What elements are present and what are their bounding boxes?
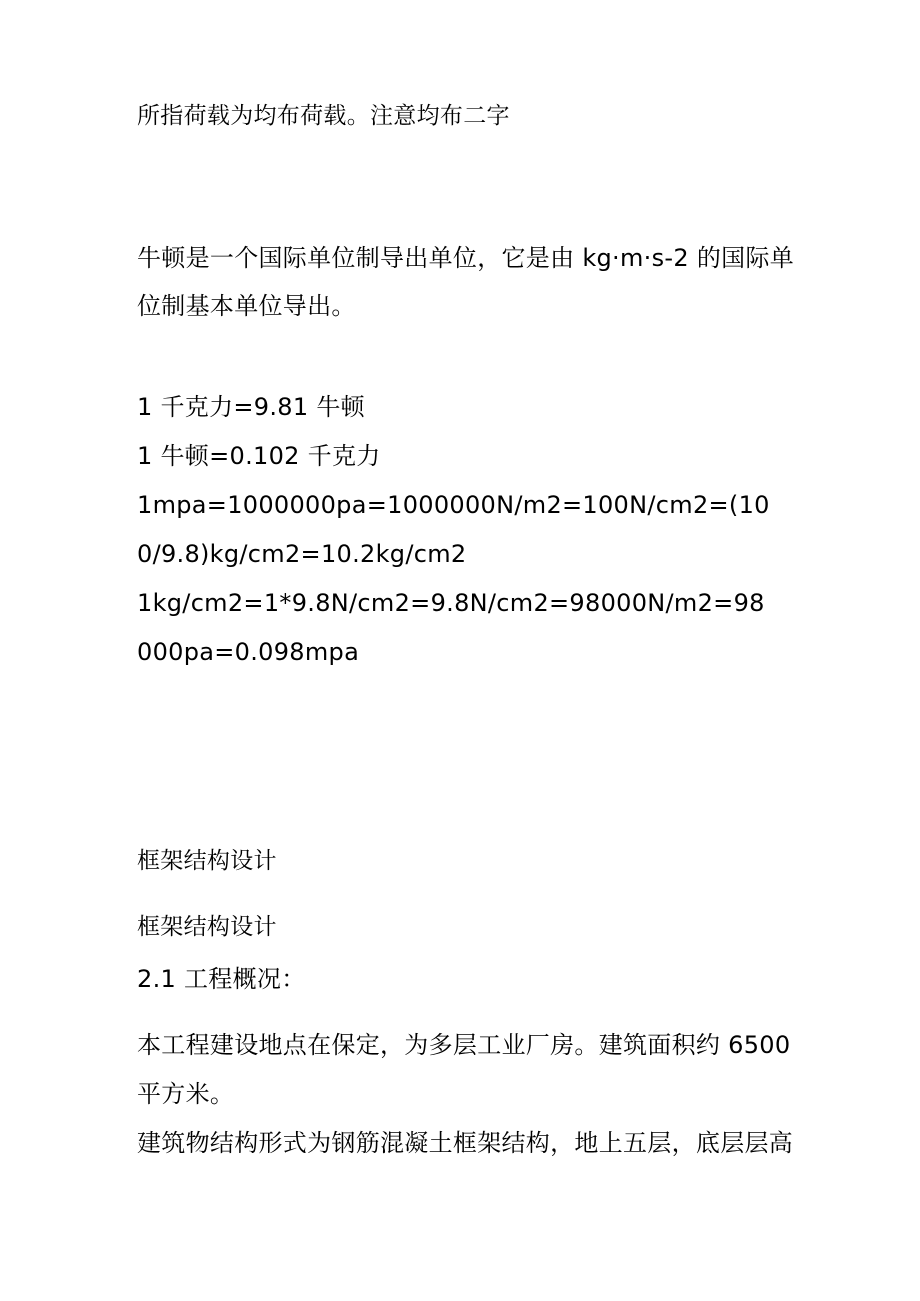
conversion-line-5: 1kg/cm2=1*9.8N/cm2=9.8N/cm2=98000N/m2=98 xyxy=(137,589,765,617)
overview-line-2: 平方米。 xyxy=(137,1080,235,1108)
overview-line-3: 建筑物结构形式为钢筋混凝土框架结构，地上五层，底层层高 xyxy=(137,1129,794,1157)
conversion-line-4: 0/9.8)kg/cm2=10.2kg/cm2 xyxy=(137,540,467,568)
overview-line-1: 本工程建设地点在保定，为多层工业厂房。建筑面积约 6500 xyxy=(137,1031,791,1059)
heading-frame-design-2: 框架结构设计 xyxy=(137,914,277,940)
note-uniform-load: 所指荷载为均布荷载。注意均布二字 xyxy=(137,103,510,129)
newton-definition-line-2: 位制基本单位导出。 xyxy=(137,292,356,320)
conversion-line-3: 1mpa=1000000pa=1000000N/m2=100N/cm2=(10 xyxy=(137,491,770,519)
newton-definition-line-1: 牛顿是一个国际单位制导出单位，它是由 kg·m·s-2 的国际单 xyxy=(137,244,795,272)
conversion-line-1: 1 千克力=9.81 牛顿 xyxy=(137,393,365,421)
section-title: 2.1 工程概况： xyxy=(137,965,306,993)
conversion-line-2: 1 牛顿=0.102 千克力 xyxy=(137,442,381,470)
conversion-line-6: 000pa=0.098mpa xyxy=(137,638,360,666)
heading-frame-design-1: 框架结构设计 xyxy=(137,848,277,874)
